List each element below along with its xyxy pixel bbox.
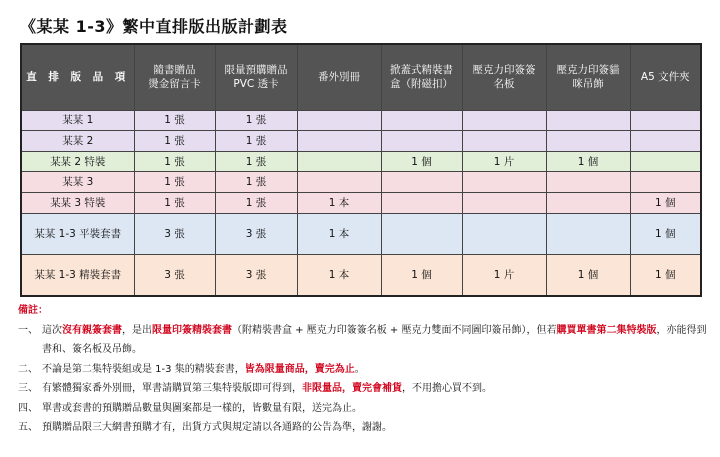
- table-cell: 1 張: [215, 131, 297, 152]
- row-label: 某某 2 特裝: [21, 151, 134, 172]
- note-highlight: 購買單書第二集特裝版: [556, 324, 657, 336]
- note-number: 三、: [18, 383, 38, 394]
- row-label: 某某 2: [21, 131, 134, 152]
- header-book-box: 掀蓋式精裝書 盒（附磁扣）: [381, 44, 462, 110]
- table-cell: 1 個: [630, 213, 701, 254]
- note-item: [14, 360, 714, 380]
- table-row: [21, 131, 701, 152]
- table-cell: 1 個: [546, 151, 630, 172]
- table-cell: [462, 193, 546, 214]
- table-cell: [462, 110, 546, 131]
- notes-heading: 備註：: [18, 305, 48, 316]
- row-label: 某某 3 特裝: [21, 193, 134, 214]
- table-cell: 3 張: [215, 213, 297, 254]
- table-cell: 1 本: [297, 193, 381, 214]
- row-label: 某某 1-3 平裝套書: [21, 213, 134, 254]
- table-cell: 1 張: [134, 193, 215, 214]
- table-cell: [297, 131, 381, 152]
- table-cell: [546, 131, 630, 152]
- note-segment: 預購贈品限三大網書預購才有，出貨方式與規定請以各通路的公告為準，謝謝。: [42, 422, 392, 433]
- table-cell: [630, 151, 701, 172]
- note-number: 五、: [18, 422, 38, 433]
- header-item: 直 排 版 品 項: [21, 44, 134, 110]
- table-cell: [546, 110, 630, 131]
- table-cell: [297, 151, 381, 172]
- table-cell: 1 張: [215, 151, 297, 172]
- note-segment: 有繁體獨家番外別冊，單書請購買第三集特裝版即可得到，: [42, 383, 302, 394]
- table-cell: [630, 110, 701, 131]
- note-segment: ，是出: [122, 324, 152, 336]
- note-segment: 。: [354, 363, 365, 375]
- header-acrylic-charm: 壓克力印簽貓 咪吊飾: [546, 44, 630, 110]
- note-highlight: 沒有親簽套書: [62, 324, 122, 336]
- table-cell: [297, 172, 381, 193]
- note-item: [14, 379, 714, 399]
- table-row: [21, 110, 701, 131]
- header-gold-card: 隨書贈品 燙金留言卡: [134, 44, 215, 110]
- table-cell: [546, 213, 630, 254]
- table-cell: 1 本: [297, 255, 381, 296]
- note-segment: 不論是第二集特裝組或是 1-3 集的精裝套書，: [42, 363, 245, 375]
- table-cell: [546, 193, 630, 214]
- note-segment: 單書或套書的預購贈品數量與圖案都是一樣的，皆數量有限，送完為止。: [42, 402, 362, 414]
- note-item: [14, 399, 714, 419]
- note-text: [42, 418, 714, 438]
- note-number: 四、: [18, 402, 38, 414]
- note-number: 一、: [18, 324, 38, 336]
- table-cell: [381, 131, 462, 152]
- page-title: 《某某 1-3》繁中直排版出版計劃表: [20, 17, 288, 36]
- row-label: 某某 3: [21, 172, 134, 193]
- table-cell: 1 張: [134, 172, 215, 193]
- header-pvc-card: 限量預購贈品 PVC 透卡: [215, 44, 297, 110]
- note-item: [14, 321, 714, 360]
- table-row: [21, 255, 701, 296]
- note-number: 二、: [18, 363, 38, 375]
- table-cell: 1 張: [215, 193, 297, 214]
- header-acrylic-board: 壓克力印簽簽 名板: [462, 44, 546, 110]
- table-cell: [630, 172, 701, 193]
- row-label: 某某 1-3 精裝套書: [21, 255, 134, 296]
- note-segment: ，亦能得到書和、簽名板及吊飾。: [42, 324, 707, 355]
- table-cell: [381, 110, 462, 131]
- note-text: [42, 321, 714, 360]
- table-row: [21, 172, 701, 193]
- row-label: 某某 1: [21, 110, 134, 131]
- note-highlight: 非限量品，賣完會補貨: [302, 383, 402, 394]
- table-cell: 1 個: [630, 193, 701, 214]
- table-cell: [630, 131, 701, 152]
- note-text: [42, 399, 714, 419]
- table-cell: 1 張: [134, 110, 215, 131]
- table-cell: 1 個: [381, 151, 462, 172]
- table-row: [21, 213, 701, 254]
- table-cell: [381, 213, 462, 254]
- table-cell: [381, 172, 462, 193]
- table-cell: 1 張: [215, 172, 297, 193]
- table-cell: 1 片: [462, 151, 546, 172]
- table-cell: [381, 193, 462, 214]
- table-cell: 3 張: [215, 255, 297, 296]
- table-cell: 1 張: [134, 131, 215, 152]
- table-cell: 1 片: [462, 255, 546, 296]
- table-row: [21, 151, 701, 172]
- table-cell: 1 張: [215, 110, 297, 131]
- table-cell: [297, 110, 381, 131]
- table-cell: 1 個: [381, 255, 462, 296]
- note-highlight: 限量印簽精裝套書: [152, 324, 232, 336]
- note-highlight: 皆為限量商品，賣完為止: [244, 363, 355, 375]
- table-cell: 1 本: [297, 213, 381, 254]
- table-cell: 1 個: [630, 255, 701, 296]
- notes-section: [14, 301, 714, 438]
- table-cell: 3 張: [134, 255, 215, 296]
- header-a5-folder: A5 文件夾: [630, 44, 701, 110]
- note-segment: ，不用擔心買不到。: [402, 383, 492, 394]
- table-row: [21, 193, 701, 214]
- table-cell: 1 張: [134, 151, 215, 172]
- publication-plan-table: [20, 43, 702, 297]
- table-cell: [462, 172, 546, 193]
- table-cell: [462, 131, 546, 152]
- table-cell: [546, 172, 630, 193]
- note-segment: （附精裝書盒 + 壓克力印簽簽名板 + 壓克力雙面不同圖印簽吊飾），但若: [232, 324, 557, 336]
- note-item: [14, 418, 714, 438]
- header-extra-booklet: 番外別冊: [297, 44, 381, 110]
- table-cell: 1 個: [546, 255, 630, 296]
- note-text: [42, 360, 714, 380]
- note-text: [42, 379, 714, 399]
- table-header-row: [21, 44, 701, 110]
- notes-list: [14, 321, 714, 438]
- table-cell: [462, 213, 546, 254]
- note-segment: 這次: [42, 324, 62, 336]
- table-cell: 3 張: [134, 213, 215, 254]
